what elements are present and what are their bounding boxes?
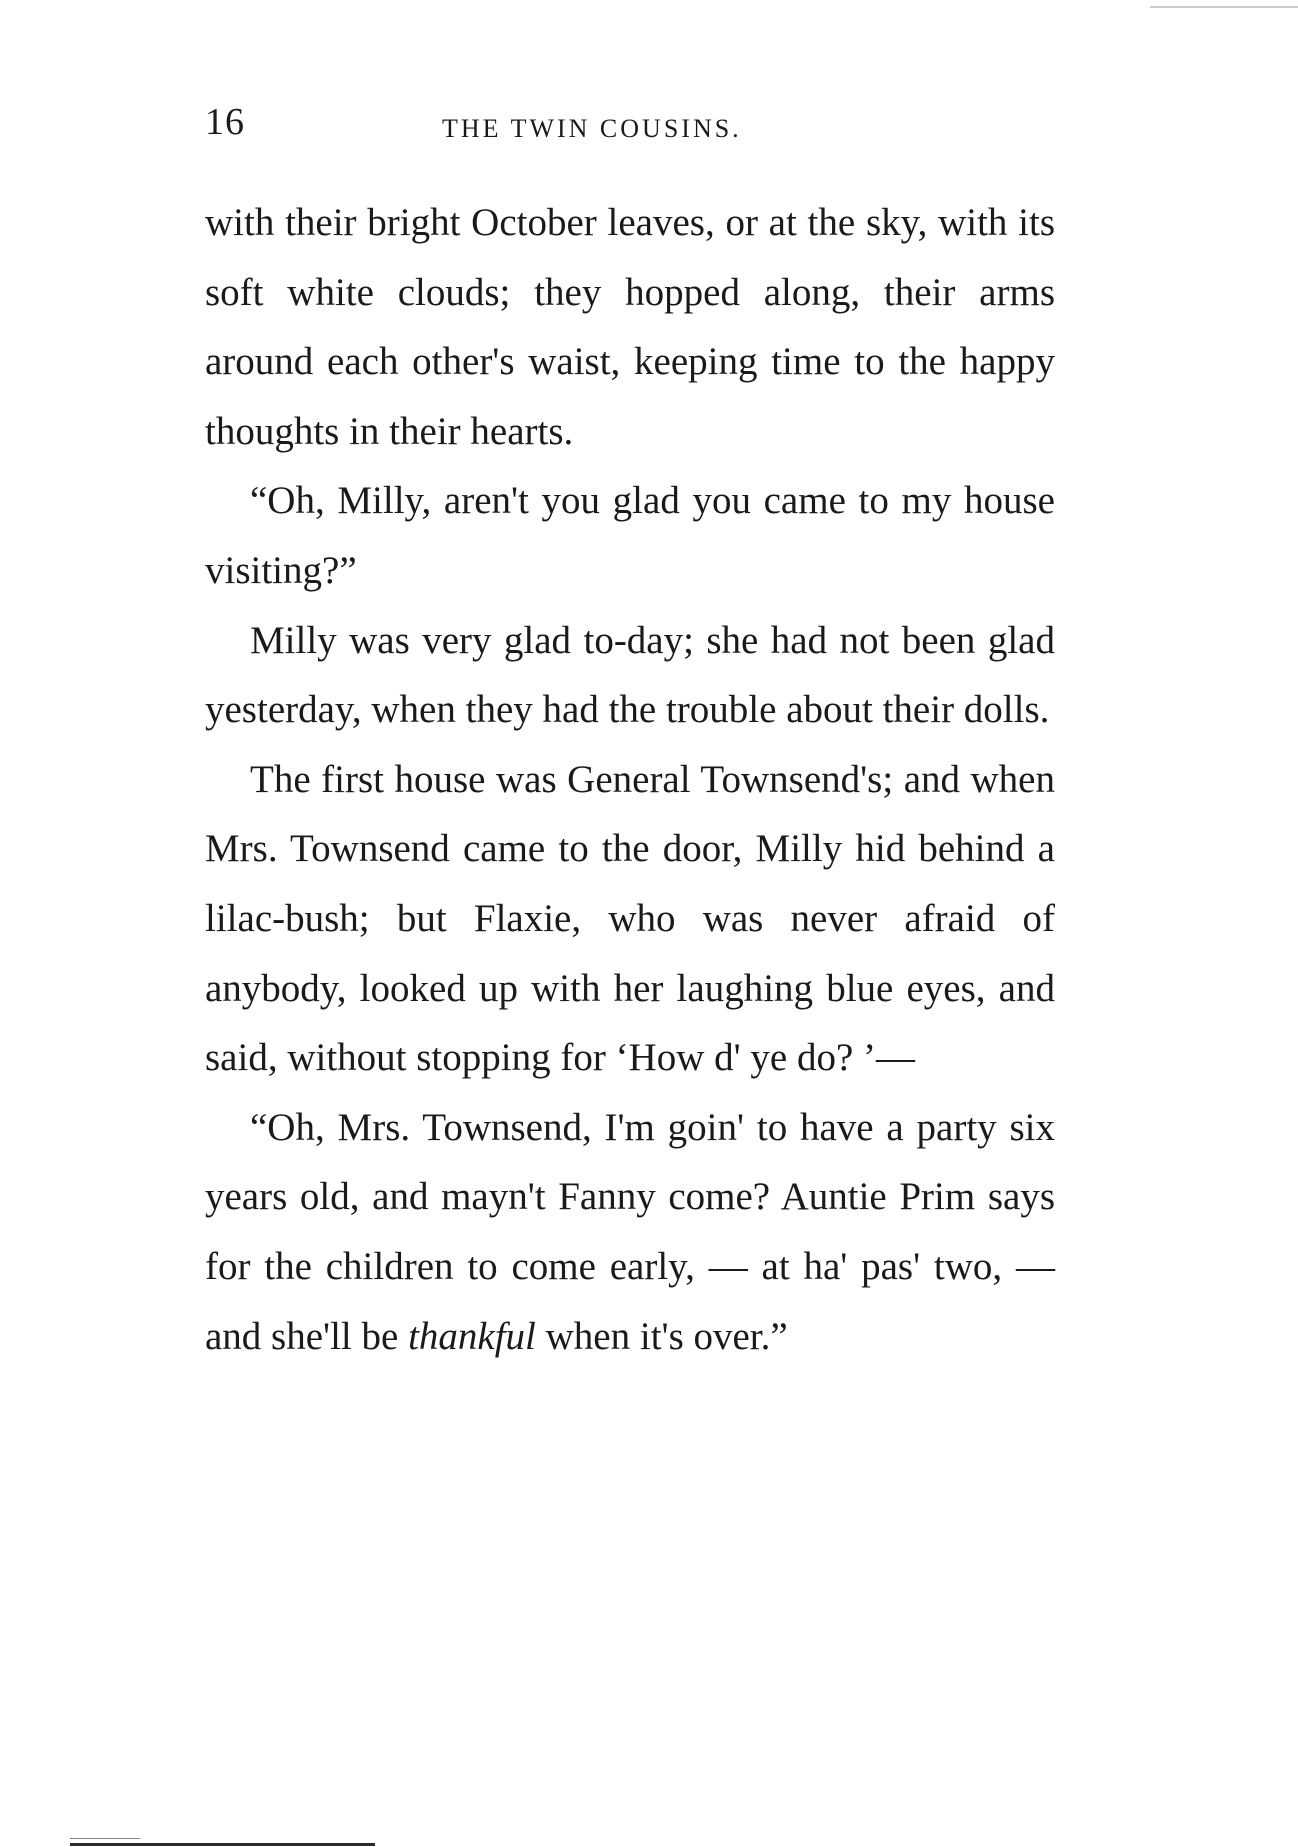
italic-word: thankful xyxy=(408,1314,536,1358)
paragraph-1: with their bright October leaves, or at the sky, with its soft white clouds; they hopped along, their arms around each other's waist, keeping time to the happy thoughts in their hearts. xyxy=(205,201,1055,453)
footer-rule-thin xyxy=(70,1838,140,1839)
paragraph-4: The first house was General Townsend's; and when Mrs. Townsend came to the door, Milly hid behind a lilac-bush; but Flaxie, who was never afraid of anybody, looked up with her laughing blue eyes, and said, without stopping for ‘How d' ye do? ’— xyxy=(205,757,1055,1080)
footer-rule xyxy=(70,1843,375,1846)
paragraph-5 xyxy=(205,1093,1055,1371)
running-title: THE TWIN COUSINS. xyxy=(442,114,742,143)
page-number: 16 xyxy=(205,101,245,143)
paragraph-3: Milly was very glad to-day; she had not been glad yesterday, when they had the trouble about their dolls. xyxy=(205,618,1055,732)
scan-edge-mark xyxy=(1150,6,1298,8)
paragraph-5-text-start: “Oh, Mrs. Townsend, I'm goin' to have a party six years old, and mayn't Fanny come? Auntie Prim says for the children to come early, — at ha' pas' two, — and she'll be xyxy=(205,1105,1055,1358)
paragraph-5-text-end: when it's over.” xyxy=(545,1314,788,1358)
paragraph-2: “Oh, Milly, aren't you glad you came to my house visiting?” xyxy=(205,479,1055,592)
page-header xyxy=(205,100,1065,150)
body-text xyxy=(205,188,1055,1371)
